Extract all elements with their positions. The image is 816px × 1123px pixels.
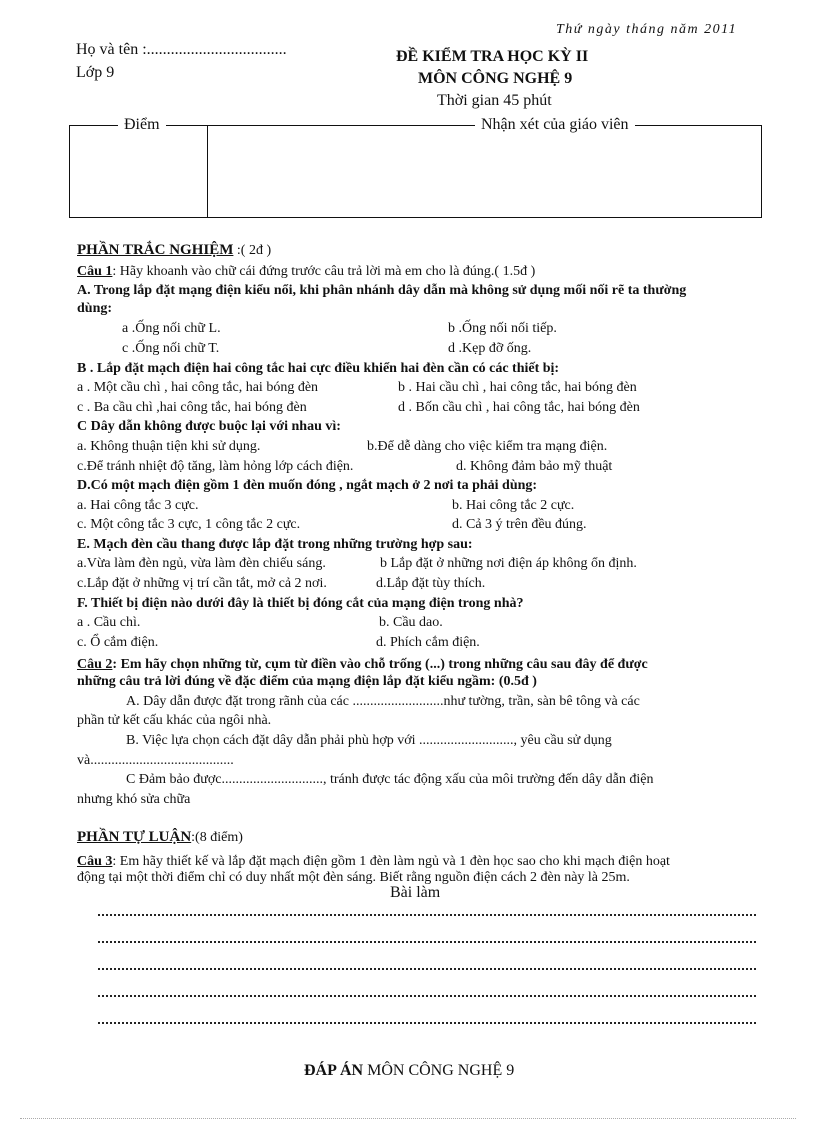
qE-stem: E. Mạch đèn cầu thang được lắp đặt trong những trường hợp sau:: [77, 537, 473, 552]
qB-option-d[interactable]: d . Bốn cầu chì , hai công tắc, hai bóng đèn: [398, 400, 640, 415]
qF-stem: F. Thiết bị điện nào dưới đây là thiết bị đóng cắt của mạng điện trong nhà?: [77, 596, 524, 611]
q2-item-a[interactable]: A. Dây dẫn được đặt trong rãnh của các ..........................như tường, trần, sàn bê tông và các: [126, 694, 640, 709]
qC-stem: C Dây dẫn không được buộc lại với nhau vì:: [77, 419, 341, 434]
qE-option-d[interactable]: d.Lắp đặt tùy thích.: [376, 576, 486, 591]
answer-line[interactable]: [98, 995, 756, 997]
q2-item-b[interactable]: B. Việc lựa chọn cách đặt dây dẫn phải phù hợp với ..........................., yêu cầu sử dụng: [126, 733, 612, 748]
teacher-comment-label: Nhận xét của giáo viên: [475, 116, 635, 134]
qF-option-c[interactable]: c. Ổ cắm điện.: [77, 635, 159, 650]
exam-date: Thứ ngày tháng năm 2011: [556, 22, 738, 37]
q3-text: : Em hãy thiết kế và lắp đặt mạch điện gồm 1 đèn làm ngủ và 1 đèn học sao cho khi mạch điện hoạt: [112, 854, 670, 869]
class-label: Lớp 9: [76, 64, 115, 81]
qF-option-d[interactable]: d. Phích cắm điện.: [376, 635, 480, 650]
q2-item-c-cont: nhưng khó sửa chữa: [77, 792, 191, 807]
answer-key-bold: ĐÁP ÁN: [304, 1062, 364, 1079]
part2-points: :(8 điểm): [191, 830, 243, 845]
qA-option-c[interactable]: c .Ống nối chữ T.: [122, 341, 220, 356]
qD-option-c[interactable]: c. Một công tắc 3 cực, 1 công tắc 2 cực.: [77, 517, 301, 532]
qE-option-a[interactable]: a.Vừa làm đèn ngủ, vừa làm đèn chiếu sáng.: [77, 556, 326, 571]
q2-text: : Em hãy chọn những từ, cụm từ điền vào chỗ trống (...) trong những câu sau đây để được: [112, 657, 648, 672]
exam-duration: Thời gian 45 phút: [437, 92, 552, 109]
score-label: Điểm: [118, 116, 166, 134]
part1-points: :( 2đ ): [233, 243, 272, 258]
answer-line[interactable]: [98, 941, 756, 943]
q1-text: : Hãy khoanh vào chữ cái đứng trước câu trả lời mà em cho là đúng.( 1.5đ ): [112, 264, 536, 279]
q3-label: Câu 3: [77, 854, 113, 869]
box-divider: [207, 126, 208, 217]
question-2: [77, 655, 648, 673]
exam-title: ĐỀ KIỂM TRA HỌC KỲ II: [396, 48, 589, 65]
q1-label: Câu 1: [77, 264, 113, 279]
qD-stem: D.Có một mạch điện gồm 1 đèn muốn đóng , ngắt mạch ở 2 nơi ta phải dùng:: [77, 478, 538, 493]
qA-stem-cont: dùng:: [77, 301, 113, 316]
qD-option-b[interactable]: b. Hai công tắc 2 cực.: [452, 498, 575, 513]
answer-key-rest: MÔN CÔNG NGHỆ 9: [363, 1062, 515, 1079]
part1-heading-line: [77, 241, 271, 259]
part1-heading: PHẦN TRẮC NGHIỆM: [77, 242, 234, 258]
qD-option-a[interactable]: a. Hai công tắc 3 cực.: [77, 498, 199, 513]
part2-heading: PHẦN TỰ LUẬN: [77, 829, 192, 845]
question-1: [77, 262, 535, 280]
qA-option-d[interactable]: d .Kẹp đỡ ống.: [448, 341, 532, 356]
qB-option-a[interactable]: a . Một cầu chì , hai công tắc, hai bóng đèn: [77, 380, 319, 395]
qC-option-d[interactable]: d. Không đảm bảo mỹ thuật: [456, 459, 613, 474]
qC-option-c[interactable]: c.Để tránh nhiệt độ tăng, làm hỏng lớp cách điện.: [77, 459, 354, 474]
q3-text-cont: động tại một thời điểm chỉ có duy nhất một đèn sáng. Biết rằng nguồn điện cách 2 đèn này là 25m.: [77, 870, 630, 885]
qE-option-b[interactable]: b Lắp đặt ở những nơi điện áp không ổn định.: [380, 556, 637, 571]
qB-stem: B . Lắp đặt mạch điện hai công tắc hai cực điều khiển hai đèn cần có các thiết bị:: [77, 361, 560, 376]
q2-item-c[interactable]: C Đảm bảo được............................., tránh được tác động xấu của môi trường đến dây dẫn điện: [126, 772, 654, 787]
part2-heading-line: [77, 828, 243, 846]
qF-option-a[interactable]: a . Cầu chì.: [77, 615, 141, 630]
qA-stem: A. Trong lắp đặt mạng điện kiểu nổi, khi phân nhánh dây dẫn mà không sử dụng mối nối rẽ ta thường: [77, 283, 687, 298]
qA-option-a[interactable]: a .Ống nối chữ L.: [122, 321, 221, 336]
qF-option-b[interactable]: b. Cầu dao.: [379, 615, 443, 630]
qB-option-c[interactable]: c . Ba cầu chì ,hai công tắc, hai bóng đèn: [77, 400, 307, 415]
question-3: [77, 852, 670, 870]
subject-title: MÔN CÔNG NGHỆ 9: [418, 70, 573, 87]
qE-option-c[interactable]: c.Lắp đặt ở những vị trí cần tắt, mở cả 2 nơi.: [77, 576, 327, 591]
answer-line[interactable]: [98, 1022, 756, 1024]
answer-key-title: [304, 1062, 514, 1080]
qB-option-b[interactable]: b . Hai cầu chì , hai công tắc, hai bóng đèn: [398, 380, 637, 395]
page-bottom-divider: [20, 1118, 796, 1119]
answer-line[interactable]: [98, 914, 756, 916]
qA-option-b[interactable]: b .Ống nối nối tiếp.: [448, 321, 557, 336]
qC-option-a[interactable]: a. Không thuận tiện khi sử dụng.: [77, 439, 261, 454]
score-comment-box: [69, 116, 762, 218]
q2-text-cont: những câu trả lời đúng về đặc điểm của mạng điện lắp đặt kiểu ngầm: (0.5đ ): [77, 674, 537, 689]
work-area-label: Bài làm: [390, 884, 441, 901]
student-name-field[interactable]: Họ và tên :...................................: [76, 41, 287, 58]
qC-option-b[interactable]: b.Để dễ dàng cho việc kiểm tra mạng điện.: [367, 439, 608, 454]
q2-item-b-cont[interactable]: và.........................................: [77, 753, 234, 768]
q2-item-a-cont: phần tử kết cấu khác của ngôi nhà.: [77, 713, 272, 728]
answer-line[interactable]: [98, 968, 756, 970]
q2-label: Câu 2: [77, 657, 113, 672]
qD-option-d[interactable]: d. Cả 3 ý trên đều đúng.: [452, 517, 587, 532]
